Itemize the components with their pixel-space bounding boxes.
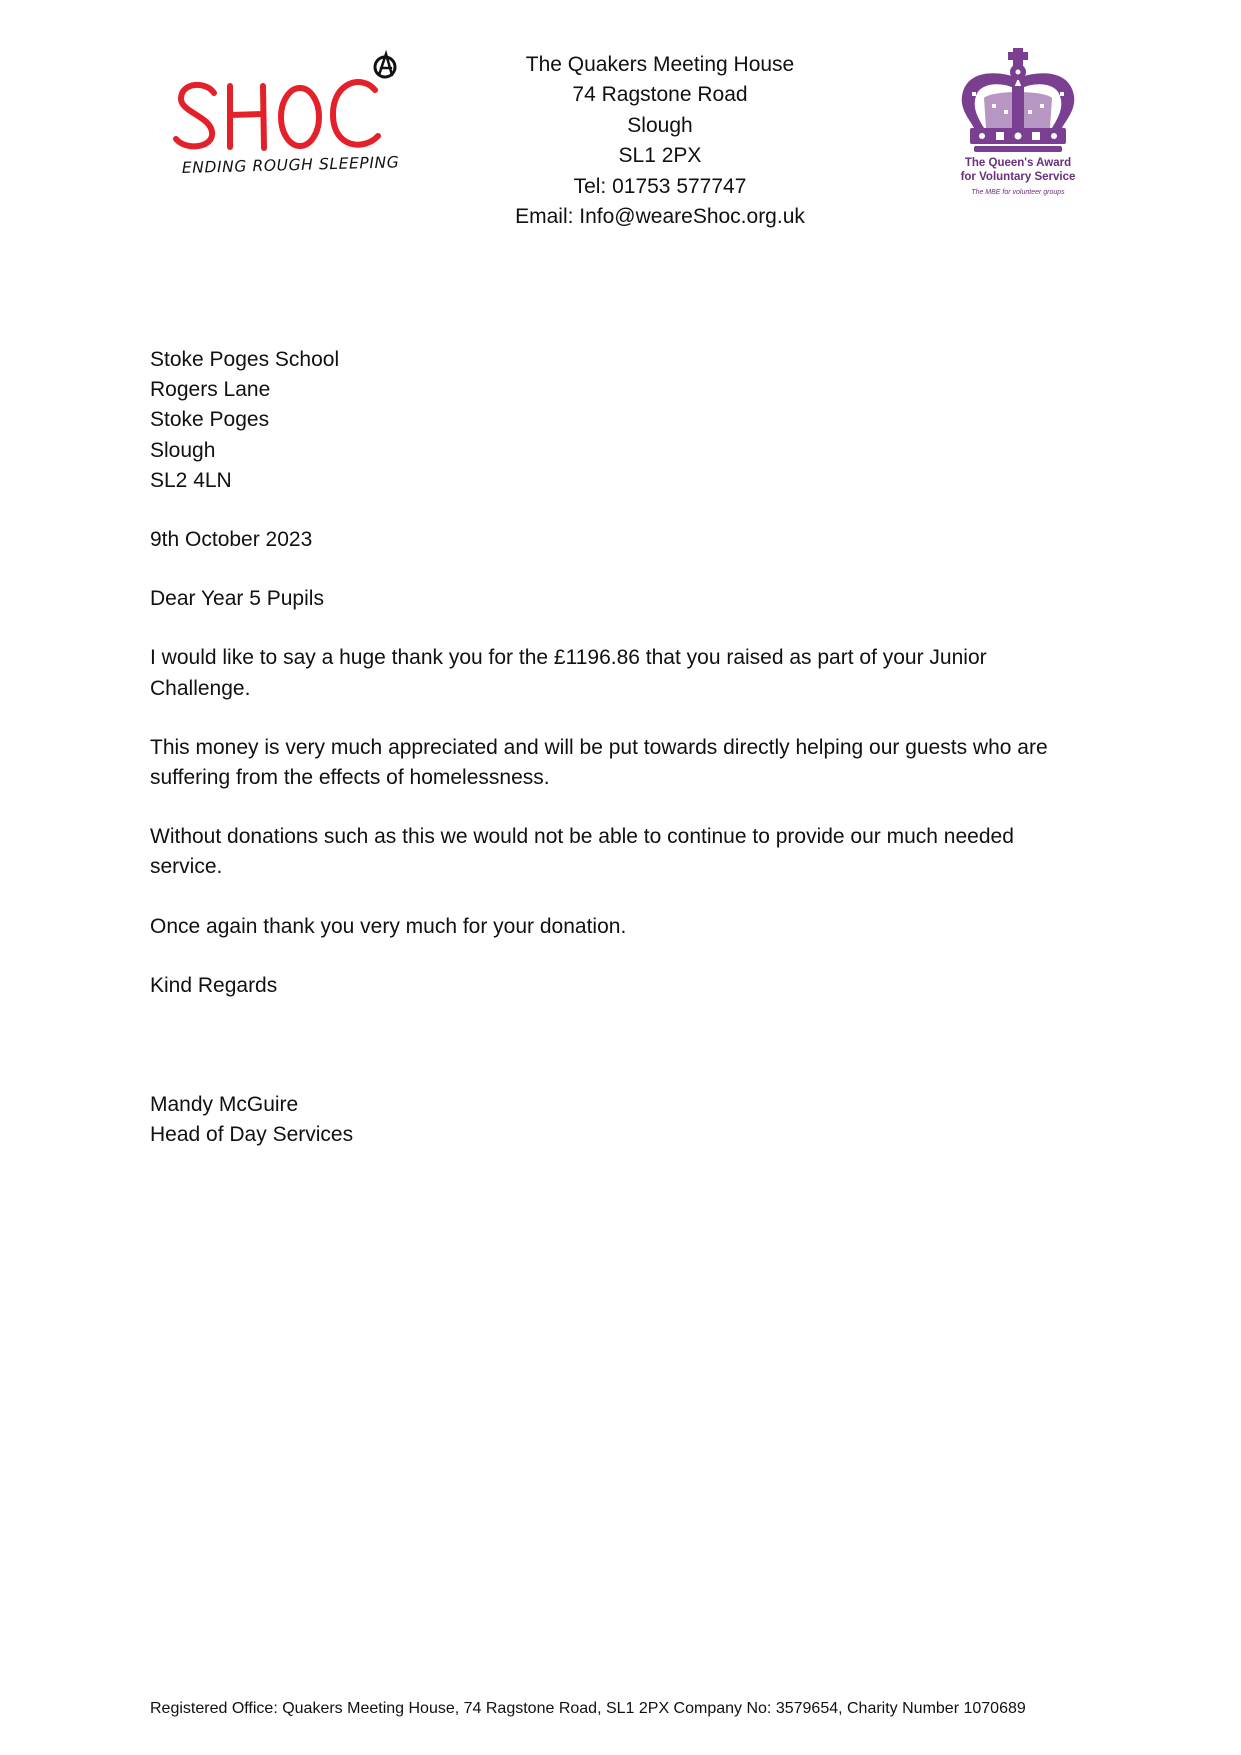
registered-office-footer: Registered Office: Quakers Meeting House, 74 Ragstone Road, SL1 2PX Company No: 3579654, Charity Number 1070689 — [150, 1700, 1026, 1717]
address-line: 74 Ragstone Road — [572, 83, 748, 107]
paragraph-closing-thanks: Once again thank you very much for your donation. — [150, 914, 627, 938]
signatory-name: Mandy McGuire — [150, 1093, 299, 1117]
signatory-title: Head of Day Services — [150, 1123, 354, 1147]
award-title: The Queen's Award for Voluntary Service — [960, 157, 1076, 183]
recipient-line: Rogers Lane — [150, 378, 271, 402]
address-line: The Quakers Meeting House — [525, 53, 795, 76]
recipient-line: SL2 4LN — [150, 468, 232, 492]
closing: Kind Regards — [150, 973, 278, 997]
recipient-line: Slough — [150, 438, 216, 462]
recipient-line: Stoke Poges School — [150, 348, 340, 371]
shoc-logo — [168, 48, 404, 198]
paragraph-donations: Without donations such as this we would not be able to continue to provide our much needed service. — [150, 825, 1014, 879]
sender-address — [460, 50, 860, 232]
letter-body — [150, 345, 1080, 1150]
letter-date: 9th October 2023 — [150, 528, 313, 552]
telephone-line: Tel: 01753 577747 — [573, 174, 747, 198]
email-line[interactable]: Email: Info@weareShoc.org.uk — [515, 205, 805, 229]
address-line: SL1 2PX — [618, 144, 702, 168]
paragraph-appreciation: This money is very much appreciated and will be put towards directly helping our guests who are suffering from the effects of homelessness. — [150, 735, 1048, 790]
recipient-line: Stoke Poges — [150, 408, 270, 432]
shoc-tagline: ENDING ROUGH SLEEPING — [181, 153, 400, 177]
crown-icon — [948, 48, 1088, 156]
recipient-address — [150, 345, 1080, 496]
address-line: Slough — [627, 113, 693, 137]
salutation: Dear Year 5 Pupils — [150, 587, 324, 611]
paragraph-thanks: I would like to say a huge thank you for the £1196.86 that you raised as part of your Junior Challenge. — [150, 646, 987, 700]
award-tagline: The MBE for volunteer groups — [971, 189, 1065, 196]
queens-award-logo — [948, 48, 1088, 204]
